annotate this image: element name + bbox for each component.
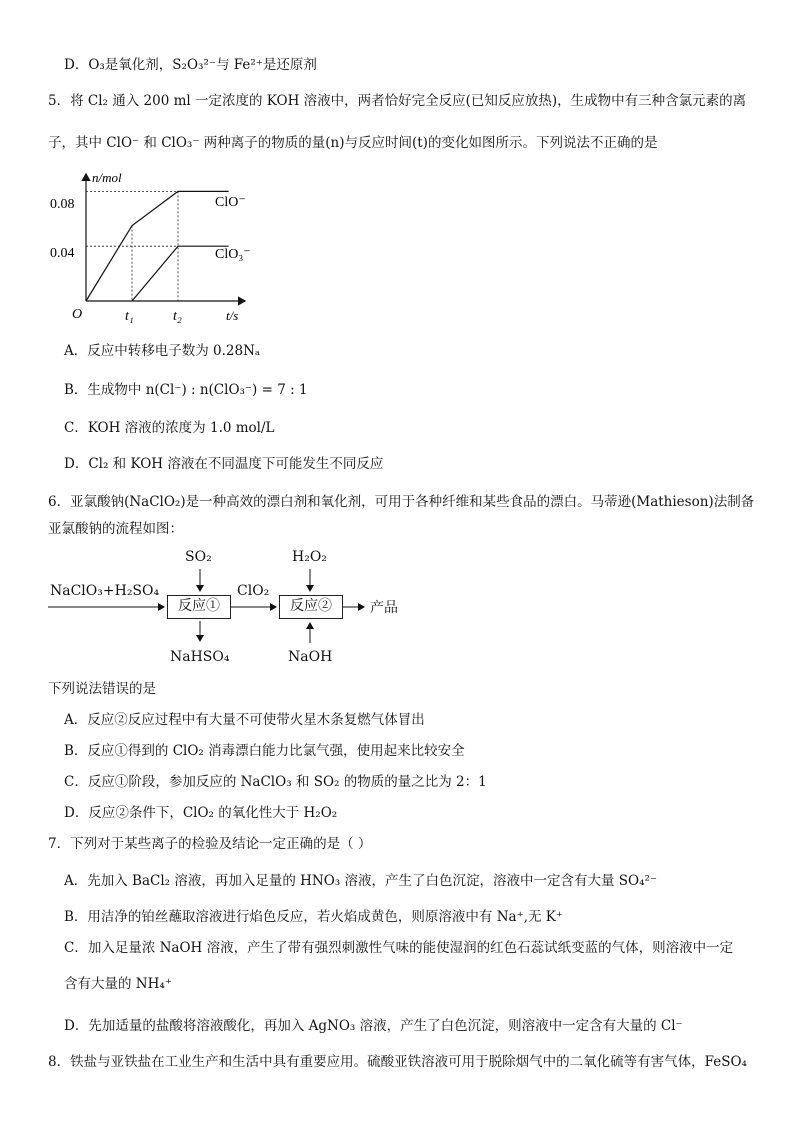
q5-stem-line1: 5．将 Cl₂ 通入 200 ml 一定浓度的 KOH 溶液中，两者恰好完全反应(已知反应放热)，生成物中有三种含氯元素的离: [48, 93, 747, 109]
flow-h2o2: H₂O₂: [292, 549, 327, 565]
q5-option-c: C．KOH 溶液的浓度为 1.0 mol/L: [64, 420, 275, 436]
y-tick-008: 0.08: [50, 197, 75, 212]
q6-option-d: D．反应②条件下，ClO₂ 的氧化性大于 H₂O₂: [64, 805, 338, 821]
q5-option-d: D．Cl₂ 和 KOH 溶液在不同温度下可能发生不同反应: [64, 456, 384, 472]
y-tick-004: 0.04: [50, 246, 75, 261]
x-axis-label: t/s: [226, 308, 239, 323]
q5-chart: [40, 160, 260, 330]
flow-clo2: ClO₂: [237, 583, 270, 599]
q6-stem-line1: 6．亚氯酸钠(NaClO₂)是一种高效的漂白剂和氧化剂，可用于各种纤维和某些食品的漂白。马蒂逊(Mathieson)法制备: [48, 494, 755, 510]
flow-reactor-1: 反应①: [167, 595, 231, 619]
legend-clo3: ClO₃⁻: [215, 247, 251, 262]
q5-option-a: A．反应中转移电子数为 0.28Nₐ: [64, 343, 261, 359]
q6-stem-line2: 亚氯酸钠的流程如图：: [48, 521, 183, 537]
q7-option-d: D．先加适量的盐酸将溶液酸化，再加入 AgNO₃ 溶液，产生了白色沉淀，则溶液中一定含有大量的 Cl⁻: [64, 1018, 683, 1034]
q6-flow-diagram: [40, 545, 440, 675]
flow-input: NaClO₃+H₂SO₄: [50, 583, 160, 599]
origin-label: O: [72, 307, 83, 322]
q6-option-c: C．反应①阶段，参加反应的 NaClO₃ 和 SO₂ 的物质的量之比为 2：1: [64, 774, 487, 790]
y-axis-label: n/mol: [92, 170, 122, 185]
q6-option-a: A．反应②反应过程中有大量不可使带火星木条复燃气体冒出: [64, 712, 425, 728]
q8-stem: 8．铁盐与亚铁盐在工业生产和生活中具有重要应用。硫酸亚铁溶液可用于脱除烟气中的二氧化硫等有害气体，FeSO₄: [48, 1054, 747, 1070]
q4-option-d: D．O₃是氧化剂，S₂O₃²⁻与 Fe²⁺是还原剂: [64, 57, 317, 73]
legend-clo: ClO⁻: [215, 195, 246, 210]
flow-so2: SO₂: [185, 549, 212, 565]
q5-stem-line2: 子，其中 ClO⁻ 和 ClO₃⁻ 两种离子的物质的量(n)与反应时间(t)的变化如图所示。下列说法不正确的是: [48, 135, 658, 151]
q7-option-c-line2: 含有大量的 NH₄⁺: [64, 976, 172, 992]
x-tick-t1: t₁: [125, 309, 134, 324]
flow-naoh: NaOH: [288, 649, 333, 665]
q7-option-b: B．用洁净的铂丝蘸取溶液进行焰色反应，若火焰成黄色，则原溶液中有 Na⁺,无 K⁺: [64, 909, 563, 925]
q7-stem: 7．下列对于某些离子的检验及结论一定正确的是（ ）: [48, 836, 372, 852]
flow-product: 产品: [370, 600, 398, 616]
x-tick-t2: t₂: [173, 309, 182, 324]
q7-option-c-line1: C．加入足量浓 NaOH 溶液，产生了带有强烈刺激性气味的能使湿润的红色石蕊试纸变蓝的气体，则溶液中一定: [64, 940, 734, 956]
flow-byproduct: NaHSO₄: [170, 649, 230, 665]
q7-option-a: A．先加入 BaCl₂ 溶液，再加入足量的 HNO₃ 溶液，产生了白色沉淀，溶液中一定含有大量 SO₄²⁻: [64, 873, 658, 889]
q6-option-b: B．反应①得到的 ClO₂ 消毒漂白能力比氯气强，使用起来比较安全: [64, 743, 465, 759]
q6-prompt: 下列说法错误的是: [48, 681, 156, 697]
q5-option-b: B．生成物中 n(Cl⁻) : n(ClO₃⁻) = 7 : 1: [64, 382, 308, 398]
flow-reactor-2: 反应②: [279, 595, 343, 619]
